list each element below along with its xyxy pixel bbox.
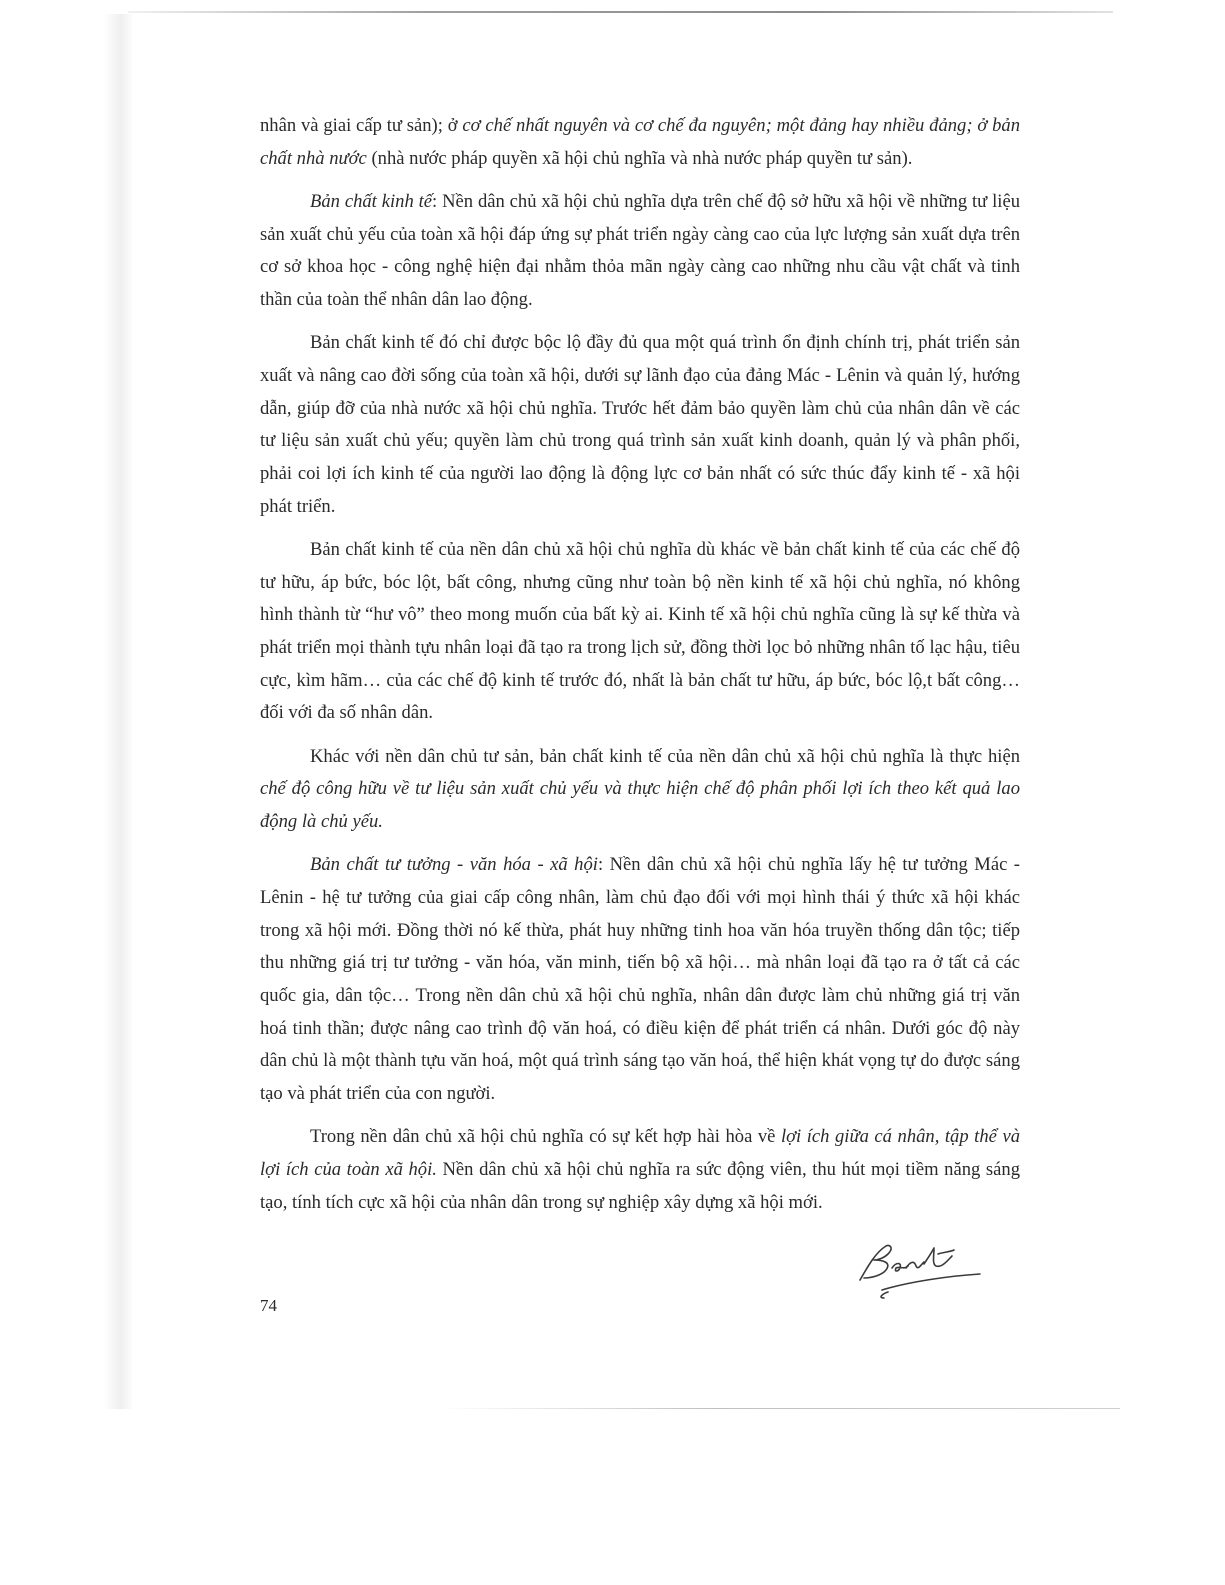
text-segment: Bản chất kinh tế của nền dân chủ xã hội chủ nghĩa dù khác về bản chất kinh tế của các chế độ tư hữu, áp bức, bóc lột, bất công, nhưng cũng như toàn bộ nền kinh tế xã hội chủ nghĩa, nó không hình thành từ “hư vô” theo mong muốn của bất kỳ ai. Kinh tế xã hội chủ nghĩa cũng là sự kế thừa và phát triển mọi thành tựu nhân loại đã tạo ra trong lịch sử, đồng thời lọc bỏ những nhân tố lạc hậu, tiêu cực, kìm hãm… của các chế độ kinh tế trước đó, nhất là bản chất tư hữu, áp bức, bóc lộ,t bất công… đối với đa số nhân dân. bbox=[260, 538, 1020, 724]
text-segment: : Nền dân chủ xã hội chủ nghĩa dựa trên chế độ sở hữu xã hội về những tư liệu sản xuất chủ yếu của toàn xã hội đáp ứng sự phát triển ngày càng cao của lực lượng sản xuất dựa trên cơ sở khoa học - công nghệ hiện đại nhằm thỏa mãn ngày càng cao những nhu cầu vật chất và tinh thần của toàn thể nhân dân lao động. bbox=[260, 190, 1021, 311]
paragraph bbox=[260, 110, 1020, 175]
page-bottom-edge bbox=[440, 1408, 1120, 1409]
page-left-shadow bbox=[104, 14, 132, 1409]
text-segment: Bản chất kinh tế đó chỉ được bộc lộ đầy đủ qua một quá trình ổn định chính trị, phát triển sản xuất và nâng cao đời sống của toàn xã hội, dưới sự lãnh đạo của đảng Mác - Lênin và quản lý, hướng dẫn, giúp đỡ của nhà nước xã hội chủ nghĩa. Trước hết đảm bảo quyền làm chủ của nhân dân về các tư liệu sản xuất chủ yếu; quyền làm chủ trong quá trình sản xuất kinh doanh, quản lý và phân phối, phải coi lợi ích kinh tế của người lao động là động lực cơ bản nhất có sức thúc đẩy kinh tế - xã hội phát triển. bbox=[260, 332, 1020, 517]
text-segment: (nhà nước pháp quyền xã hội chủ nghĩa và nhà nước pháp quyền tư sản). bbox=[366, 147, 913, 169]
paragraph bbox=[260, 327, 1020, 523]
handwritten-signature-icon bbox=[848, 1238, 988, 1308]
body-text bbox=[260, 110, 1020, 1230]
paragraph bbox=[260, 534, 1020, 730]
text-segment: Khác với nền dân chủ tư sản, bản chất kinh tế của nền dân chủ xã hội chủ nghĩa là thực hiện bbox=[310, 745, 1020, 767]
italic-text-segment: Bản chất kinh tế bbox=[310, 190, 433, 212]
paragraph bbox=[260, 186, 1020, 317]
paragraph bbox=[260, 741, 1020, 839]
text-segment: Nền dân chủ xã hội chủ nghĩa ra sức động viên, thu hút mọi tiềm năng sáng tạo, tính tích cực xã hội của nhân dân trong sự nghiệp xây dựng xã hội mới. bbox=[260, 1159, 1020, 1213]
italic-text-segment: chế độ công hữu về tư liệu sản xuất chủ yếu và thực hiện chế độ phân phối lợi ích theo kết quả lao động là chủ yếu. bbox=[260, 778, 1020, 833]
italic-text-segment: lợi ích giữa cá nhân, tập thể và lợi ích của toàn xã hội. bbox=[260, 1126, 1020, 1181]
paragraph bbox=[260, 849, 1020, 1111]
italic-text-segment: Bản chất tư tưởng - văn hóa - xã hội bbox=[310, 854, 598, 876]
text-segment: nhân và giai cấp tư sản); ở bbox=[260, 115, 463, 136]
italic-text-segment: cơ chế nhất nguyên và cơ chế đa nguyên; một đảng hay nhiều đảng; ở bản chất nhà nước bbox=[260, 115, 1021, 169]
text-segment: : Nền dân chủ xã hội chủ nghĩa lấy hệ tư tưởng Mác - Lênin - hệ tư tưởng của giai cấp công nhân, làm chủ đạo đối với mọi hình thái ý thức xã hội khác trong xã hội mới. Đồng thời nó kế thừa, phát huy những tinh hoa văn hóa truyền thống dân tộc; tiếp thu những giá trị tư tưởng - văn hóa, văn minh, tiến bộ xã hội… mà nhân loại đã tạo ra ở tất cả các quốc gia, dân tộc… Trong nền dân chủ xã hội chủ nghĩa, nhân dân được làm chủ những giá trị văn hoá tinh thần; được nâng cao trình độ văn hoá, có điều kiện để phát triển cá nhân. Dưới góc độ này dân chủ là một thành tựu văn hoá, một quá trình sáng tạo văn hoá, thể hiện khát vọng tự do được sáng tạo và phát triển của con người. bbox=[260, 854, 1021, 1105]
page-top-edge bbox=[128, 11, 1113, 13]
page-number: 74 bbox=[260, 1296, 277, 1315]
text-segment: Trong nền dân chủ xã hội chủ nghĩa có sự kết hợp hài hòa về bbox=[310, 1126, 781, 1148]
paragraph bbox=[260, 1121, 1020, 1219]
